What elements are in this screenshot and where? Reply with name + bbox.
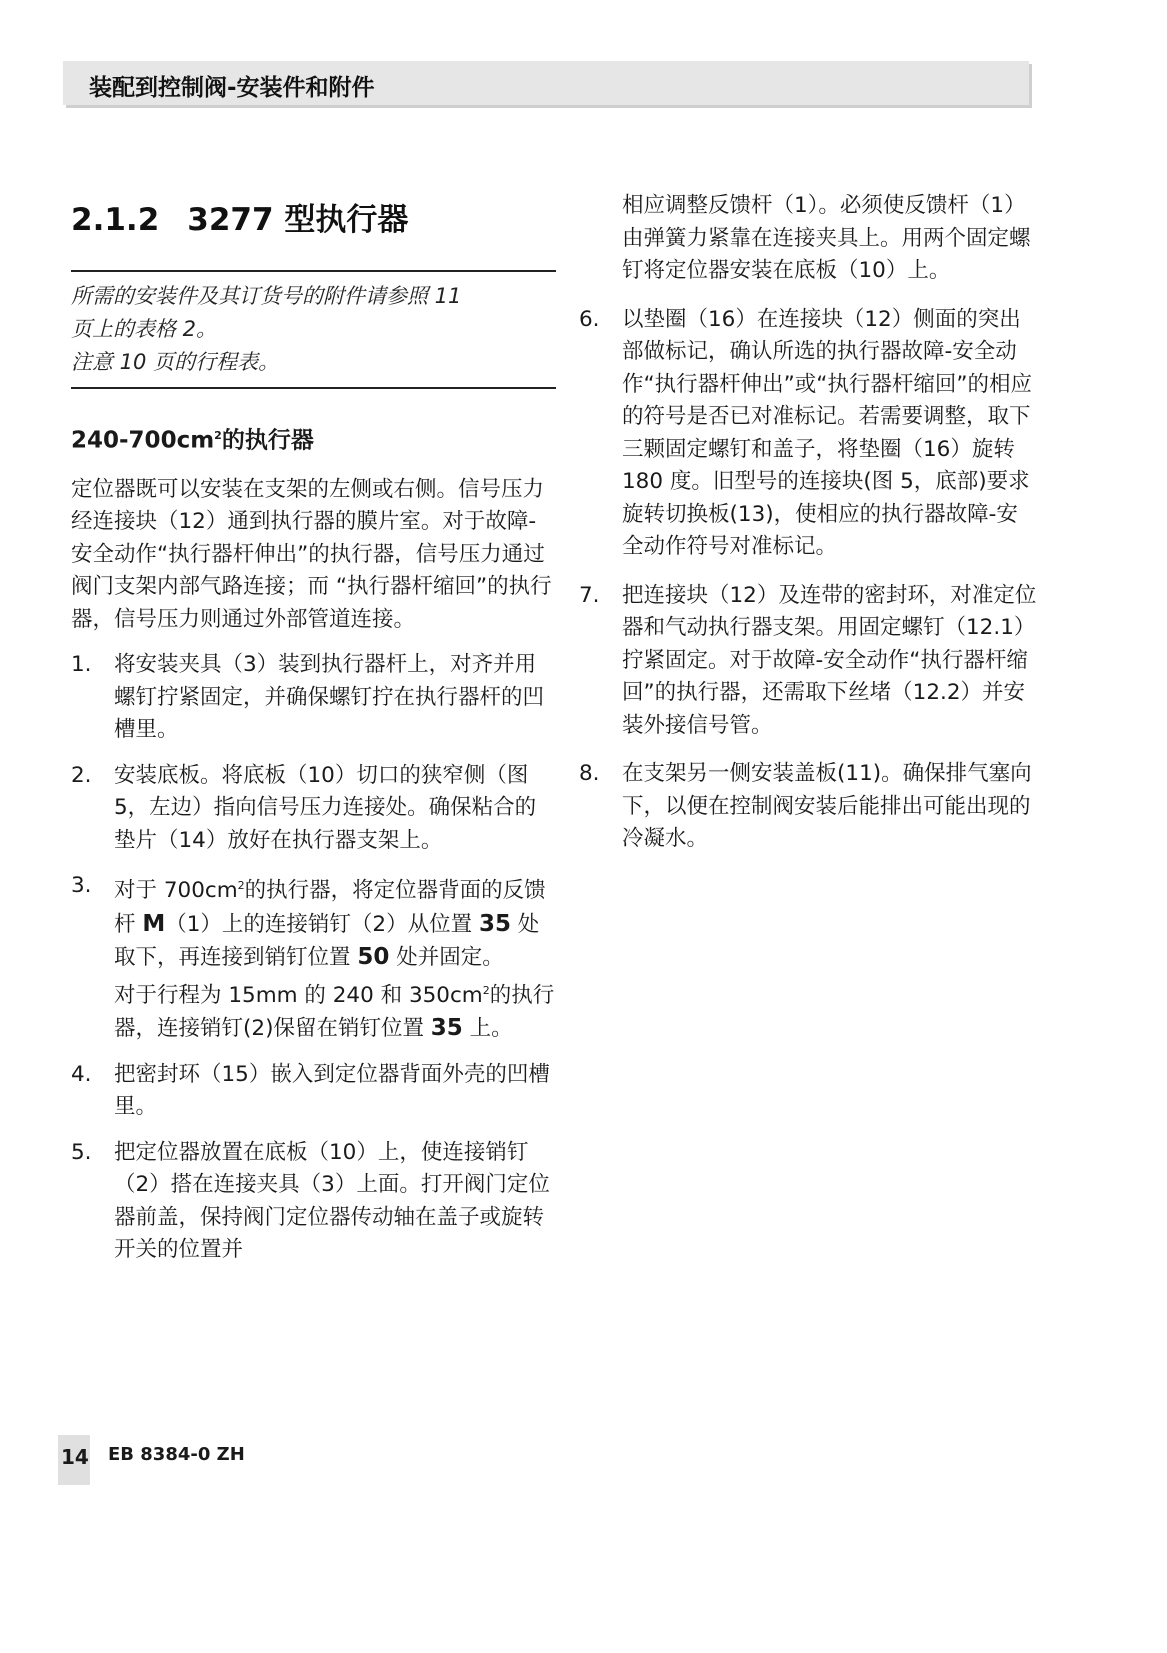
subheading (71, 419, 556, 458)
list-item (579, 304, 1039, 564)
step-number: 1. (71, 652, 92, 678)
step-number: 7. (579, 582, 600, 608)
step-text: 在支架另一侧安装盖板(11)。确保排气塞向下，以便在控制阀安装后能排出可能出现的冷凝水。 (622, 761, 1032, 851)
section-number: 2.1.2 (71, 202, 160, 238)
document-code: EB 8384-0 ZH (108, 1444, 245, 1465)
page-header (63, 61, 1029, 105)
list-item (71, 1059, 556, 1124)
subheading-suffix: 的执行器 (221, 427, 314, 454)
divider (71, 270, 556, 272)
section-heading (71, 200, 556, 240)
step-text: 安装底板。将底板（10）切口的狭窄侧（图 5，左边）指向信号压力连接处。确保粘合的垫片（14）放好在执行器支架上。 (114, 762, 537, 853)
steps-list-left (71, 649, 556, 1267)
step-number: 5. (71, 1139, 92, 1165)
list-item (71, 649, 556, 747)
list-item (579, 758, 1039, 856)
list-item (71, 760, 556, 858)
note-box (71, 280, 556, 379)
step-text-continued: 相应调整反馈杆（1）。必须使反馈杆（1）由弹簧力紧靠在连接夹具上。用两个固定螺钉将定位器安装在底板（10）上。 (622, 193, 1031, 283)
step-text: 将安装夹具（3）装到执行器杆上，对齐并用螺钉拧紧固定，并确保螺钉拧在执行器杆的凹槽里。 (114, 652, 545, 743)
subheading-prefix: 240-700cm (71, 427, 215, 454)
step-text: 对于行程为 15mm 的 240 和 $350cm^2$的执行器，连接销钉(2)保留在销钉位置 35 上。 (114, 982, 555, 1042)
step-number: 4. (71, 1061, 92, 1087)
step-number: 8. (579, 761, 600, 786)
left-column (71, 200, 556, 1267)
divider (71, 387, 556, 389)
step-text: 把连接块（12）及连带的密封环，对准定位器和气动执行器支架。用固定螺钉（12.1）拧紧固定。对于故障-安全动作“执行器杆缩回”的执行器，还需取下丝堵（12.2）并安装外接信号管。 (622, 582, 1037, 738)
steps-list-right (579, 304, 1039, 856)
list-item (71, 870, 556, 1046)
step-number: 6. (579, 306, 600, 332)
list-item (71, 1137, 556, 1267)
page-number: 14 (61, 1445, 89, 1469)
step-text: 把密封环（15）嵌入到定位器背面外壳的凹槽里。 (114, 1061, 550, 1120)
note-line: 注意 10 页的行程表。 (71, 350, 280, 374)
step-text: 对于 $700cm^2$的执行器，将定位器背面的反馈杆 M（1）上的连接销钉（2）从位置 35 处取下，再连接到销钉位置 50 处并固定。 (114, 878, 546, 971)
section-title: 3277 型执行器 (187, 202, 409, 238)
list-item (579, 580, 1039, 743)
superscript: 2 (214, 429, 222, 442)
note-line: 所需的安装件及其订货号的附件请参照 11 (71, 284, 462, 308)
header-title: 装配到控制阀-安装件和附件 (89, 75, 375, 101)
note-line: 页上的表格 2。 (71, 317, 218, 341)
intro-paragraph: 定位器既可以安装在支架的左侧或右侧。信号压力经连接块（12）通到执行器的膜片室。对于故障-安全动作“执行器杆伸出”的执行器，信号压力通过阀门支架内部气路连接；而 “执行器杆缩回”的执行器，信号压力则通过外部管道连接。 (71, 476, 552, 632)
step-text: 以垫圈（16）在连接块（12）侧面的突出部做标记，确认所选的执行器故障-安全动作“执行器杆伸出”或“执行器杆缩回”的相应的符号是否已对准标记。若需要调整，取下三颗固定螺钉和盖子，将垫圈（16）旋转 180 度。旧型号的连接块(图 5，底部)要求旋转切换板(13)，使相应的执行器故障-安全动作符号对准标记。 (622, 306, 1033, 559)
step-text: 把定位器放置在底板（10）上，使连接销钉（2）搭在连接夹具（3）上面。打开阀门定位器前盖，保持阀门定位器传动轴在盖子或旋转开关的位置并 (114, 1139, 550, 1263)
step-number: 3. (71, 873, 92, 899)
right-column (579, 193, 1039, 856)
step-number: 2. (71, 762, 92, 788)
